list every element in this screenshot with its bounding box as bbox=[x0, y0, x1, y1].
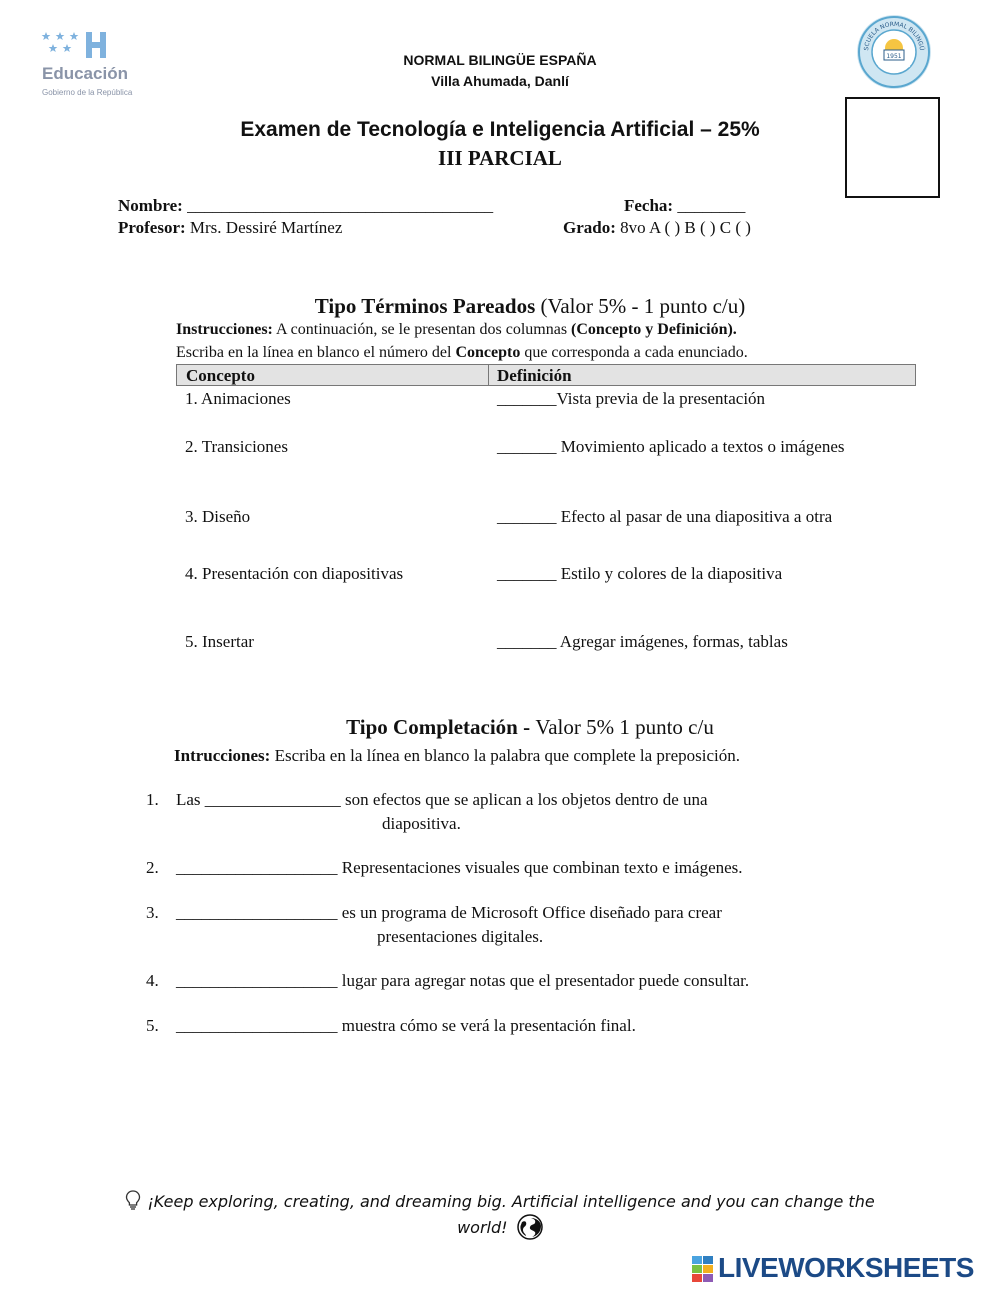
school-seal bbox=[856, 14, 932, 90]
completion-blank[interactable]: ___________________ bbox=[176, 971, 338, 990]
definition-text: Efecto al pasar de una diapositiva a otra bbox=[556, 507, 833, 526]
exam-subtitle: III PARCIAL bbox=[438, 146, 562, 170]
name-row bbox=[118, 196, 493, 216]
date-label: Fecha: bbox=[624, 196, 674, 215]
definition-text: Vista previa de la presentación bbox=[556, 389, 766, 408]
seal-top-text: SCUELA NORMAL BILINGÜ bbox=[863, 20, 926, 51]
section1-title bbox=[0, 294, 1000, 319]
completion-number: 5. bbox=[146, 1016, 159, 1035]
definition-row bbox=[497, 564, 782, 584]
section2-instructions bbox=[174, 746, 740, 766]
answer-blank[interactable]: _______ bbox=[497, 632, 557, 651]
concept-item: 3. Diseño bbox=[185, 507, 251, 526]
liveworksheets-icon bbox=[692, 1256, 714, 1284]
completion-text: son efectos que se aplican a los objetos dentro de una bbox=[340, 790, 708, 809]
completion-item bbox=[176, 971, 749, 991]
completion-blank[interactable]: ___________________ bbox=[176, 903, 338, 922]
definition-text: Movimiento aplicado a textos o imágenes bbox=[556, 437, 845, 456]
section2-title bbox=[0, 715, 1000, 740]
name-label: Nombre: bbox=[118, 196, 183, 215]
section1-instr-bold2: Concepto bbox=[455, 344, 521, 361]
completion-text-continued: diapositiva. bbox=[382, 814, 461, 833]
answer-blank[interactable]: _______ bbox=[497, 564, 557, 583]
definition-row bbox=[497, 437, 845, 457]
section1-instructions-line1 bbox=[176, 321, 737, 339]
completion-item bbox=[176, 903, 722, 923]
exam-title: Examen de Tecnología e Inteligencia Artificial – 25% bbox=[240, 118, 760, 141]
section1-instr-text3: que corresponda a cada enunciado. bbox=[520, 344, 748, 361]
logo-text: Educación bbox=[42, 64, 128, 83]
completion-blank[interactable]: ___________________ bbox=[176, 858, 338, 877]
date-field[interactable]: ________ bbox=[677, 196, 746, 215]
section1-instr-text1: A continuación, se le presentan dos columnas bbox=[272, 321, 572, 338]
answer-blank[interactable]: _______ bbox=[497, 389, 557, 408]
completion-text: Representaciones visuales que combinan texto e imágenes. bbox=[337, 858, 743, 877]
completion-blank[interactable]: ___________________ bbox=[176, 1016, 338, 1035]
column-definition: Definición bbox=[497, 366, 572, 385]
completion-text: lugar para agregar notas que el presentador puede consultar. bbox=[337, 971, 750, 990]
section1-instructions-line2 bbox=[176, 344, 748, 362]
concept-item: 1. Animaciones bbox=[185, 389, 291, 408]
section1-title-rest: (Valor 5% - 1 punto c/u) bbox=[535, 294, 746, 318]
teacher-value: Mrs. Dessiré Martínez bbox=[189, 218, 343, 237]
definition-row bbox=[497, 507, 832, 527]
section1-instr-label: Instrucciones: bbox=[176, 321, 273, 338]
completion-text: muestra cómo se verá la presentación final. bbox=[337, 1016, 636, 1035]
school-place: Villa Ahumada, Danlí bbox=[431, 73, 569, 89]
grade-row bbox=[563, 218, 751, 238]
definition-text: Estilo y colores de la diapositiva bbox=[556, 564, 783, 583]
grade-label: Grado: bbox=[563, 218, 616, 237]
globe-icon bbox=[517, 1214, 543, 1240]
grade-options[interactable]: 8vo A ( ) B ( ) C ( ) bbox=[620, 218, 751, 237]
completion-number: 1. bbox=[146, 790, 159, 809]
footer-line2 bbox=[0, 1214, 1000, 1240]
completion-number: 2. bbox=[146, 858, 159, 877]
lightbulb-icon bbox=[125, 1190, 141, 1210]
section1-instr-bold1: (Concepto y Definición). bbox=[571, 321, 737, 338]
section2-instr-text: Escriba en la línea en blanco la palabra que complete la preposición. bbox=[270, 746, 740, 765]
completion-number: 4. bbox=[146, 971, 159, 990]
footer-text-line2: world! bbox=[457, 1218, 508, 1237]
completion-prefix: Las bbox=[176, 790, 205, 809]
definition-text: Agregar imágenes, formas, tablas bbox=[556, 632, 788, 651]
section2-title-rest: Valor 5% 1 punto c/u bbox=[535, 715, 714, 739]
seal-year: 1951 bbox=[886, 53, 902, 60]
liveworksheets-wordmark: LIVEWORKSHEETS bbox=[718, 1252, 974, 1283]
column-concept: Concepto bbox=[186, 366, 255, 385]
completion-text: es un programa de Microsoft Office diseñado para crear bbox=[337, 903, 722, 922]
completion-blank[interactable]: ________________ bbox=[204, 790, 341, 809]
section2-title-bold: Tipo Completación - bbox=[346, 715, 536, 739]
teacher-label: Profesor: bbox=[118, 218, 186, 237]
name-field[interactable]: ____________________________________ bbox=[187, 196, 494, 215]
completion-item bbox=[176, 790, 708, 810]
section1-instr-text2: Escriba en la línea en blanco el número del bbox=[176, 344, 456, 361]
completion-text-continued: presentaciones digitales. bbox=[377, 927, 544, 946]
answer-blank[interactable]: _______ bbox=[497, 437, 557, 456]
concept-item: 4. Presentación con diapositivas bbox=[185, 564, 404, 583]
footer-line1 bbox=[0, 1190, 1000, 1212]
completion-item bbox=[176, 858, 743, 878]
footer-text-line1: ¡Keep exploring, creating, and dreaming big. Artificial intelligence and you can change the bbox=[147, 1192, 875, 1211]
completion-number: 3. bbox=[146, 903, 159, 922]
teacher-row bbox=[118, 218, 342, 238]
section1-title-bold: Tipo Términos Pareados bbox=[314, 294, 536, 318]
answer-blank[interactable]: _______ bbox=[497, 507, 557, 526]
logo-subtext: Gobierno de la República bbox=[42, 88, 133, 97]
definition-row bbox=[497, 389, 765, 409]
matching-table-header bbox=[176, 364, 916, 386]
completion-item bbox=[176, 1016, 636, 1036]
section2-instr-label: Intrucciones: bbox=[174, 746, 271, 765]
concept-item: 5. Insertar bbox=[185, 632, 254, 651]
date-row bbox=[624, 196, 745, 216]
seal-bottom-text: ESPAÑA bbox=[876, 60, 912, 75]
definition-row bbox=[497, 632, 788, 652]
concept-item: 2. Transiciones bbox=[185, 437, 288, 456]
school-name: NORMAL BILINGÜE ESPAÑA bbox=[403, 52, 597, 68]
